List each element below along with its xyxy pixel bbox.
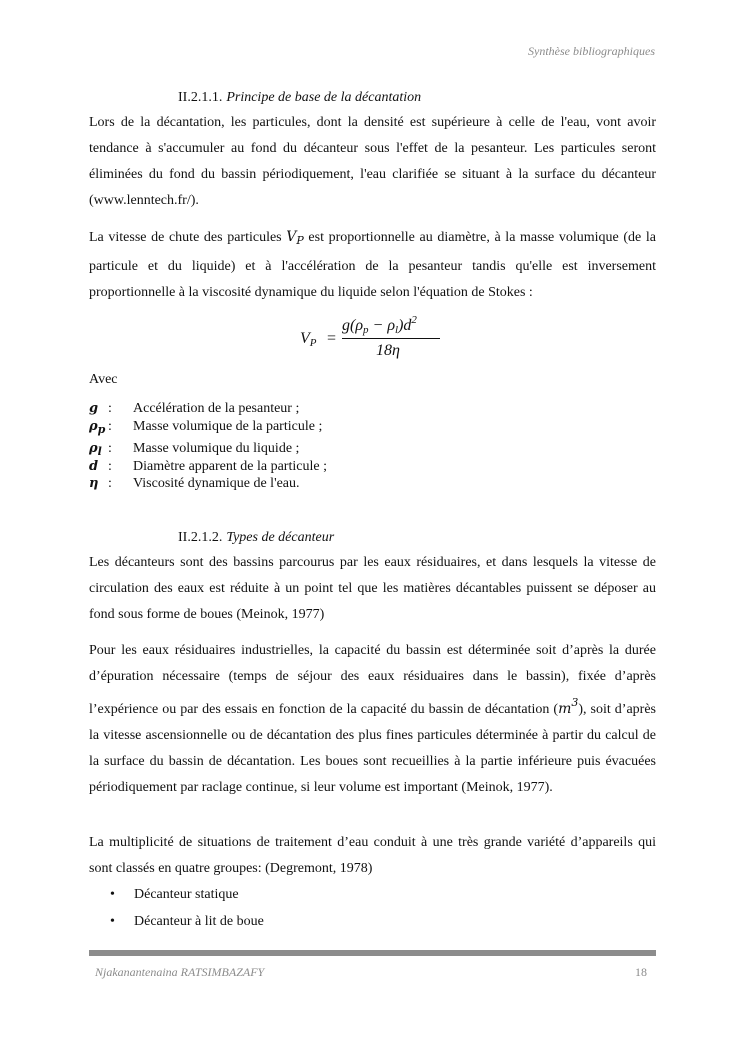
fraction-bar: [342, 338, 440, 339]
legend-description: Accélération de la pesanteur ;: [133, 401, 300, 416]
stokes-equation: [300, 314, 460, 364]
paragraph-decantation-intro: Lors de la décantation, les particules, dont la densité est supérieure à celle de l'eau, vont avoir tendance à s'accumuler au fond du décanteur sous l'effet de la pesanteur. Les particules seront éliminées du fond du bassin périodiquement, l'eau clarifiée se situant à la surface du décanteur (www.lenntech.fr/).: [89, 115, 656, 208]
legend-colon: :: [108, 401, 112, 416]
running-header: Synthèse bibliographiques: [528, 44, 655, 58]
paragraph-capacite-bassin: [89, 638, 656, 801]
legend-symbol: [89, 476, 98, 491]
legend-symbol: [89, 419, 105, 436]
legend-symbol-letter: g: [89, 401, 99, 416]
velocity-symbol: [286, 229, 304, 245]
unit-letter: m: [558, 701, 572, 717]
unit-superscript: 3: [571, 696, 579, 709]
list-item-text: Décanteur à lit de boue: [134, 914, 264, 929]
section-title: Principe de base de la décantation: [226, 90, 422, 105]
numerator-superscript: 2: [411, 314, 417, 326]
paragraph-decanteurs-definition: Les décanteurs sont des bassins parcourus par les eaux résiduaires, et dans lesquels la vitesse de circulation des eaux est réduite à un point tel que les matières décantables puissent se déposer au fond sous forme de boues (Meinok, 1977): [89, 555, 656, 622]
legend-symbol-letter: d: [89, 459, 99, 474]
numerator-part-a: g(ρ: [342, 317, 364, 334]
legend-colon: :: [108, 459, 112, 474]
legend-colon: :: [108, 419, 112, 434]
paragraph-text-before: La vitesse de chute des particules: [89, 230, 287, 245]
section-number: II.2.1.1.: [178, 90, 223, 105]
numerator-part-c: )d: [398, 317, 412, 334]
legend-colon: :: [108, 476, 112, 491]
legend-symbol-subscript: p: [97, 423, 106, 436]
avec-label: Avec: [89, 372, 118, 387]
paragraph-text-after: est proportionnelle au diamètre, à la masse volumique (de la particule et du liquide) et à l'accélération de la pesanteur tandis qu'elle est inversement proportionnelle à la viscosité dynamique du liquide selon l'équation de Stokes :: [89, 230, 656, 300]
unit-m3: [558, 696, 579, 717]
footer-author: Njakanantenaina RATSIMBAZAFY: [95, 965, 265, 979]
equation-numerator: [342, 314, 417, 336]
paragraph-multiplicite: La multiplicité de situations de traitement d’eau conduit à une très grande variété d’appareils qui sont classés en quatre groupes: (Degremont, 1978): [89, 835, 656, 876]
section-number: II.2.1.2.: [178, 530, 223, 545]
numerator-sub-l: l: [395, 324, 399, 336]
legend-symbol-letter: ρ: [89, 419, 98, 434]
section-title: Types de décanteur: [226, 530, 335, 545]
paragraph-text-after: ), soit d’après la vitesse ascensionnelle ou de décantation des plus fines particules déterminée à partir du calcul de la surface du bassin de décantation. Les boues sont recueillies à la partie inférieure puis évacuées périodiquement par raclage continue, si leur volume est important (Meinok, 1977).: [89, 702, 657, 795]
section-heading-principe: [178, 90, 421, 106]
paragraph-stokes-velocity: [89, 224, 656, 306]
legend-symbol: [89, 459, 98, 474]
equation-lhs-letter: V: [300, 330, 310, 347]
bullet-icon: •: [110, 914, 115, 929]
list-item-text: Décanteur statique: [134, 887, 239, 902]
legend-description: Masse volumique du liquide ;: [133, 441, 300, 456]
legend-symbol-letter: η: [89, 476, 99, 491]
legend-description: Diamètre apparent de la particule ;: [133, 459, 327, 474]
equation-lhs: [300, 330, 317, 349]
legend-colon: :: [108, 441, 112, 456]
legend-symbol-letter: ρ: [89, 441, 98, 456]
equation-denominator: 18η: [376, 342, 400, 359]
equation-lhs-subscript: P: [309, 337, 317, 349]
numerator-part-b: − ρ: [368, 317, 395, 334]
legend-description: Masse volumique de la particule ;: [133, 419, 323, 434]
paragraph-text-before: Pour les eaux résiduaires industrielles, la capacité du bassin est déterminée soit d’après la durée d’épuration nécessaire (temps de séjour des eaux résiduaires dans le bassin), fixée d’après l’expérience ou par des essais en fonction de la capacité du bassin de décantation (: [89, 643, 656, 717]
numerator-sub-p: p: [363, 324, 369, 336]
legend-symbol: [89, 441, 102, 458]
legend-symbol: [89, 401, 98, 416]
footer-divider: [89, 950, 656, 956]
page-number: 18: [635, 965, 647, 979]
bullet-icon: •: [110, 887, 115, 902]
equation-equals: =: [327, 330, 337, 347]
velocity-symbol-subscript: P: [296, 234, 304, 247]
section-heading-types: [178, 530, 334, 546]
legend-symbol-subscript: l: [97, 445, 102, 458]
legend-description: Viscosité dynamique de l'eau.: [133, 476, 300, 491]
velocity-symbol-letter: V: [286, 229, 297, 245]
